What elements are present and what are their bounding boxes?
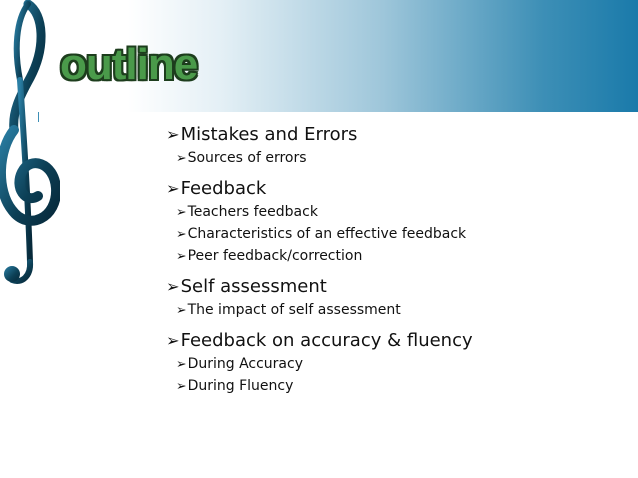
outline-main-item [166,276,473,298]
outline-sub-label: Sources of errors [187,150,307,166]
treble-clef-icon [0,0,60,290]
outline-main-label: Feedback on accuracy & fluency [180,330,473,351]
outline-main-label: Mistakes and Errors [180,124,358,145]
outline-sub-list [176,299,473,321]
header-tick-mark [38,112,39,122]
outline-section [166,178,473,267]
arrow-bullet-icon: ➢ [166,125,180,144]
outline-main-item [166,178,473,200]
outline-sub-item [176,375,473,397]
arrow-bullet-icon: ➢ [166,331,180,350]
arrow-bullet-icon: ➢ [176,356,187,371]
outline-section [166,124,473,169]
arrow-bullet-icon: ➢ [176,226,187,241]
outline-sub-item [176,353,473,375]
outline-sub-label: Teachers feedback [187,204,318,220]
arrow-bullet-icon: ➢ [166,277,180,296]
outline-sub-label: The impact of self assessment [187,302,401,318]
arrow-bullet-icon: ➢ [166,179,180,198]
outline-sub-item [176,201,473,223]
outline-sub-label: During Fluency [187,378,294,394]
outline-sub-item [176,299,473,321]
outline-main-item [166,330,473,352]
outline-main-label: Self assessment [180,276,327,297]
arrow-bullet-icon: ➢ [176,150,187,165]
outline-sub-item [176,147,473,169]
outline-sub-label: Peer feedback/correction [187,248,363,264]
outline-main-label: Feedback [180,178,267,199]
outline-sub-label: During Accuracy [187,356,303,372]
arrow-bullet-icon: ➢ [176,204,187,219]
outline-sub-list [176,353,473,397]
arrow-bullet-icon: ➢ [176,302,187,317]
outline-section [166,276,473,321]
outline-list [166,124,473,406]
outline-sub-list [176,147,473,169]
outline-main-item [166,124,473,146]
outline-sub-item [176,245,473,267]
arrow-bullet-icon: ➢ [176,378,187,393]
outline-sub-item [176,223,473,245]
outline-sub-label: Characteristics of an effective feedback [187,226,467,242]
outline-section [166,330,473,397]
outline-sub-list [176,201,473,267]
slide-title: outline [60,40,198,89]
arrow-bullet-icon: ➢ [176,248,187,263]
